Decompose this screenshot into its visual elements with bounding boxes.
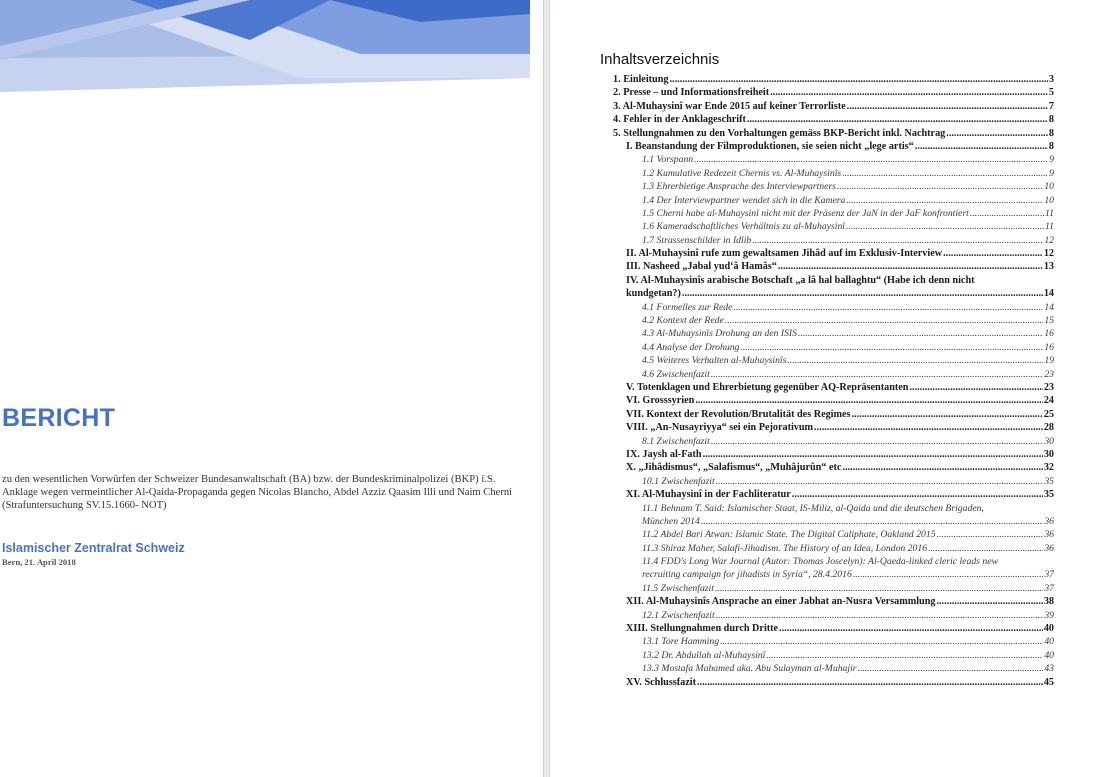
toc-entry: [550, 207, 1096, 220]
toc-entry: [550, 234, 1096, 247]
toc-leader-dots: [946, 127, 1048, 140]
toc-entry-link[interactable]: [626, 461, 1054, 474]
toc-entry-link[interactable]: [626, 622, 1054, 635]
toc-entry: [550, 381, 1096, 394]
toc-entry-link[interactable]: [642, 327, 1054, 340]
toc-entry-page: 8: [1048, 114, 1054, 126]
toc-entry: [550, 354, 1096, 367]
toc-entry-link[interactable]: [613, 73, 1054, 86]
toc-entry-text: München 2014: [642, 515, 700, 527]
toc-entry: [550, 408, 1096, 421]
toc-leader-dots: [725, 314, 1044, 327]
toc-entry: [550, 140, 1096, 153]
cover-page: [0, 0, 543, 777]
toc-entry-text: kundgetan?): [626, 288, 681, 300]
toc-entry-page: 39: [1044, 609, 1054, 621]
toc-entry-text: VII. Kontext der Revolution/Brutalität des Regimes: [626, 408, 851, 420]
toc-entry-text: 3. Al-Muhaysinî war Ende 2015 auf keiner Terrorliste: [613, 100, 846, 112]
toc-entry-page: 23: [1043, 381, 1054, 393]
toc-entry-page: 11: [1045, 207, 1054, 219]
toc-entry-text: IV. Al-Muhaysinîs arabische Botschaft „a lâ hal ballaghtu“ (Habe ich denn nicht: [626, 274, 975, 286]
toc-leader-dots: [842, 167, 1048, 180]
toc-entry-link[interactable]: [642, 314, 1054, 327]
toc-entry-text: 4.5 Weiteres Verhalten al-Muhaysinîs: [642, 355, 787, 367]
toc-entry-text: 1.6 Kameradschaftliches Verhältnis zu al-Muhaysinî: [642, 221, 845, 233]
toc-entry-link[interactable]: [642, 649, 1054, 662]
toc-entry-text: 1. Einleitung: [613, 74, 669, 85]
toc-entry: [550, 327, 1096, 340]
toc-entry-page: 23: [1044, 368, 1054, 380]
toc-leader-dots: [937, 528, 1044, 541]
toc-leader-dots: [740, 341, 1043, 354]
toc-entry-text: XII. Al-Muhaysinîs Ansprache an einer Jabhat an-Nusra Versammlung: [626, 596, 936, 608]
toc-entry-link[interactable]: [642, 542, 1054, 555]
toc-entry-page: 37: [1044, 582, 1054, 594]
toc-entry-text: 4.3 Al-Muhaysinîs Drohung an den ISIS: [642, 328, 797, 340]
toc-leader-dots: [846, 194, 1043, 207]
toc-entry: [550, 86, 1096, 99]
toc-entry: [550, 622, 1096, 635]
toc-list: [550, 73, 1096, 689]
toc-entry: [550, 73, 1096, 86]
toc-entry-link[interactable]: [642, 568, 1054, 581]
toc-leader-dots: [936, 595, 1042, 608]
report-date: Bern, 21. April 2018: [2, 557, 76, 567]
toc-entry-link[interactable]: [613, 113, 1054, 126]
toc-entry-link[interactable]: [642, 194, 1054, 207]
report-title: BERICHT: [2, 404, 116, 432]
toc-entry-page: 10: [1044, 194, 1054, 206]
toc-entry-page: 11: [1045, 221, 1054, 233]
toc-entry-link[interactable]: [626, 595, 1054, 608]
toc-leader-dots: [720, 635, 1043, 648]
toc-entry-link[interactable]: [642, 502, 1054, 515]
toc-entry-page: 40: [1044, 649, 1054, 661]
toc-entry-text: 1.4 Der Interviewpartner wendet sich in die Kamera: [642, 194, 846, 206]
toc-page: [550, 0, 1096, 777]
toc-entry-link[interactable]: [626, 140, 1054, 153]
toc-leader-dots: [858, 662, 1044, 675]
toc-entry: [550, 180, 1096, 193]
toc-entry-text: 5. Stellungnahmen zu den Vorhaltungen gemäss BKP-Bericht inkl. Nachtrag: [613, 127, 946, 139]
toc-entry-link[interactable]: [626, 274, 1054, 287]
toc-leader-dots: [837, 180, 1043, 193]
toc-entry-text: 4.1 Formelles zur Rede: [642, 301, 733, 313]
toc-entry-page: 16: [1044, 341, 1054, 353]
toc-entry-text: 4.2 Kontext der Rede: [642, 315, 724, 327]
toc-entry-link[interactable]: [613, 86, 1054, 99]
toc-leader-dots: [694, 153, 1048, 166]
toc-entry-text: 11.4 FDD's Long War Journal (Autor: Thomas Joscelyn): Al-Qaeda-linked cleric leads new: [642, 556, 998, 568]
toc-entry-text: 1.7 Strassenschilder in Idlib: [642, 234, 752, 246]
toc-entry-page: 25: [1043, 408, 1054, 420]
toc-entry-text: 4.4 Analyse der Drohung: [642, 341, 740, 353]
toc-leader-dots: [747, 113, 1048, 126]
toc-entry-page: 40: [1044, 636, 1054, 648]
toc-entry-link[interactable]: [626, 287, 1054, 300]
toc-entry: [550, 609, 1096, 622]
toc-entry-continuation: [550, 287, 1096, 300]
toc-entry: [550, 475, 1096, 488]
toc-entry: [550, 488, 1096, 501]
toc-entry-link[interactable]: [642, 368, 1054, 381]
toc-entry-link[interactable]: [626, 247, 1054, 260]
toc-entry-text: II. Al-Muhaysinî rufe zum gewaltsamen Jihâd auf im Exklusiv-Interview: [626, 248, 943, 260]
toc-entry: [550, 421, 1096, 434]
toc-entry-link[interactable]: [626, 676, 1054, 689]
toc-entry-link[interactable]: [642, 207, 1054, 220]
toc-entry-page: 8: [1048, 127, 1054, 139]
toc-entry: [550, 582, 1096, 595]
toc-leader-dots: [697, 676, 1043, 689]
toc-entry-text: 4.6 Zwischenfazit: [642, 368, 710, 380]
toc-entry: [550, 676, 1096, 689]
toc-entry-text: recruiting campaign for jihadists in Syria“, 28.4.2016: [642, 569, 852, 581]
toc-entry: [550, 247, 1096, 260]
toc-entry-continuation: [550, 568, 1096, 581]
toc-entry-link[interactable]: [642, 153, 1054, 166]
toc-leader-dots: [928, 542, 1043, 555]
toc-entry-link[interactable]: [642, 167, 1054, 180]
toc-entry: [550, 220, 1096, 233]
toc-leader-dots: [770, 86, 1048, 99]
toc-leader-dots: [766, 649, 1043, 662]
toc-entry-link[interactable]: [642, 234, 1054, 247]
toc-entry: [550, 635, 1096, 648]
toc-entry-page: 36: [1044, 515, 1054, 527]
toc-entry-text: 8.1 Zwischenfazit: [642, 435, 710, 447]
toc-entry-text: XV. Schlussfazit: [626, 676, 697, 688]
toc-entry-text: 2. Presse – und Informationsfreiheit: [613, 87, 770, 99]
toc-leader-dots: [814, 421, 1043, 434]
toc-leader-dots: [853, 568, 1044, 581]
report-subtitle: zu den wesentlichen Vorwürfen der Schweizer Bundesanwaltschaft (BA) bzw. der Bundeskriminalpolizei (BKP) i.S. Anklage wegen vermeintlicher Al-Qaida-Propaganda gegen Nicolas Blancho, Abdel Azziz Qaasim Illi und Naim Cherni (Strafuntersuchung SV.15.1660- NOT): [2, 474, 513, 512]
toc-entry-link[interactable]: [613, 100, 1054, 113]
page-gutter: [543, 0, 550, 777]
toc-entry: [550, 194, 1096, 207]
toc-entry: [550, 448, 1096, 461]
toc-entry-link[interactable]: [642, 555, 1054, 568]
toc-entry: [550, 461, 1096, 474]
toc-entry-link[interactable]: [642, 180, 1054, 193]
toc-entry-page: 36: [1044, 542, 1054, 554]
cover-banner-graphic: [0, 0, 530, 92]
toc-entry-text: 13.2 Dr. Abdullah al-Muhaysinî: [642, 649, 766, 661]
toc-entry-page: 9: [1049, 154, 1054, 166]
toc-entry-link[interactable]: [642, 515, 1054, 528]
toc-entry-text: XIII. Stellungnahmen durch Dritte: [626, 623, 779, 635]
toc-entry: [550, 394, 1096, 407]
toc-entry: [550, 314, 1096, 327]
toc-leader-dots: [846, 220, 1044, 233]
toc-entry: [550, 649, 1096, 662]
toc-entry-page: 9: [1049, 167, 1054, 179]
toc-leader-dots: [798, 327, 1043, 340]
toc-entry: [550, 502, 1096, 515]
toc-entry-text: XI. Al-Muhaysinî in der Fachliteratur: [626, 489, 791, 501]
toc-entry: [550, 528, 1096, 541]
toc-leader-dots: [909, 381, 1042, 394]
toc-entry-page: 10: [1044, 181, 1054, 193]
toc-entry-text: 1.5 Cherni habe al-Muhaysinî nicht mit der Präsenz der JaN in der JaF konfrontiert: [642, 207, 969, 219]
toc-leader-dots: [711, 435, 1043, 448]
toc-leader-dots: [915, 140, 1048, 153]
toc-entry-text: 1.3 Ehrerbietige Ansprache des Interviewpartners: [642, 181, 836, 193]
toc-leader-dots: [701, 515, 1043, 528]
toc-leader-dots: [792, 488, 1043, 501]
toc-entry-text: 12.1 Zwischenfazit: [642, 609, 715, 621]
toc-entry: [550, 555, 1096, 568]
toc-entry-text: 1.1 Vorspann: [642, 154, 694, 166]
toc-leader-dots: [711, 368, 1043, 381]
organization-name: Islamischer Zentralrat Schweiz: [2, 541, 185, 555]
toc-entry-link[interactable]: [626, 260, 1054, 273]
toc-entry-text: 11.3 Shiraz Maher, Salafi-Jihadism. The History of an Idea, London 2016: [642, 542, 928, 554]
toc-entry-page: 45: [1043, 676, 1054, 688]
toc-leader-dots: [778, 260, 1043, 273]
toc-leader-dots: [752, 234, 1043, 247]
toc-entry-link[interactable]: [642, 220, 1054, 233]
toc-leader-dots: [716, 609, 1044, 622]
toc-entry-link[interactable]: [642, 475, 1054, 488]
toc-entry-text: 10.1 Zwischenfazit: [642, 475, 715, 487]
toc-leader-dots: [703, 448, 1043, 461]
toc-entry-page: 43: [1044, 663, 1054, 675]
toc-entry-page: 15: [1044, 315, 1054, 327]
toc-entry-page: 38: [1043, 596, 1054, 608]
toc-heading: Inhaltsverzeichnis: [600, 51, 720, 68]
toc-entry-link[interactable]: [642, 341, 1054, 354]
toc-entry-page: 30: [1043, 448, 1054, 460]
toc-entry-link[interactable]: [626, 381, 1054, 394]
toc-leader-dots: [847, 100, 1048, 113]
toc-entry-link[interactable]: [642, 609, 1054, 622]
toc-entry: [550, 595, 1096, 608]
toc-entry-page: 14: [1043, 288, 1054, 300]
toc-leader-dots: [733, 301, 1043, 314]
toc-entry-page: 5: [1048, 87, 1054, 99]
toc-entry-text: 13.3 Mostafa Mahamed aka. Abu Sulayman al-Muhajir: [642, 663, 857, 675]
toc-entry: [550, 167, 1096, 180]
toc-entry-link[interactable]: [626, 408, 1054, 421]
toc-entry-page: 40: [1043, 623, 1054, 635]
toc-entry-page: 16: [1044, 328, 1054, 340]
toc-entry: [550, 100, 1096, 113]
toc-entry-page: 8: [1048, 140, 1054, 152]
toc-entry: [550, 260, 1096, 273]
toc-leader-dots: [669, 73, 1047, 86]
toc-entry-link[interactable]: [626, 448, 1054, 461]
toc-entry-text: 11.5 Zwischenfazit: [642, 582, 714, 594]
toc-leader-dots: [716, 475, 1044, 488]
toc-entry-link[interactable]: [626, 421, 1054, 434]
toc-entry-page: 12: [1043, 248, 1054, 260]
toc-entry-link[interactable]: [642, 635, 1054, 648]
toc-entry-page: 30: [1044, 435, 1054, 447]
toc-entry-link[interactable]: [642, 528, 1054, 541]
toc-leader-dots: [970, 207, 1044, 220]
toc-entry-page: 28: [1043, 422, 1054, 434]
toc-entry: [550, 435, 1096, 448]
toc-entry-page: 36: [1044, 529, 1054, 541]
toc-entry: [550, 274, 1096, 287]
toc-entry-page: 14: [1044, 301, 1054, 313]
toc-entry-text: VI. Grosssyrien: [626, 395, 695, 407]
toc-entry-text: 13.1 Tore Hamming: [642, 636, 720, 648]
toc-entry-text: 11.2 Abdel Bari Atwan: Islamic State. The Digital Caliphate, Oakland 2015: [642, 529, 936, 541]
toc-entry-page: 37: [1044, 569, 1054, 581]
toc-entry: [550, 301, 1096, 314]
toc-entry-page: 13: [1043, 261, 1054, 273]
toc-leader-dots: [787, 354, 1043, 367]
toc-entry-link[interactable]: [642, 582, 1054, 595]
toc-leader-dots: [842, 461, 1042, 474]
toc-entry-link[interactable]: [613, 127, 1054, 140]
toc-entry-page: 19: [1044, 355, 1054, 367]
toc-entry-continuation: [550, 515, 1096, 528]
toc-entry-text: V. Totenklagen und Ehrerbietung gegenüber AQ-Repräsentanten: [626, 381, 909, 393]
toc-entry-text: 4. Fehler in der Anklageschrift: [613, 114, 746, 126]
toc-leader-dots: [943, 247, 1043, 260]
toc-entry-link[interactable]: [642, 301, 1054, 314]
toc-entry-link[interactable]: [626, 394, 1054, 407]
toc-entry-link[interactable]: [626, 488, 1054, 501]
toc-entry-link[interactable]: [642, 662, 1054, 675]
toc-entry-text: VIII. „An-Nusayriyya“ sei ein Pejorativum: [626, 422, 814, 434]
toc-entry: [550, 153, 1096, 166]
toc-leader-dots: [715, 582, 1043, 595]
toc-entry-page: 32: [1043, 462, 1054, 474]
toc-leader-dots: [682, 287, 1043, 300]
toc-entry-link[interactable]: [642, 435, 1054, 448]
toc-entry-page: 24: [1043, 395, 1054, 407]
toc-entry: [550, 127, 1096, 140]
toc-entry-text: 1.2 Kumulative Redezeit Chernis vs. Al-Muhaysinîs: [642, 167, 842, 179]
toc-entry-page: 35: [1044, 475, 1054, 487]
toc-entry-page: 3: [1048, 74, 1054, 85]
toc-leader-dots: [852, 408, 1043, 421]
toc-entry-text: III. Nasheed „Jabal yud‘â Hamâs“: [626, 261, 777, 273]
toc-entry-text: IX. Jaysh al-Fath: [626, 448, 702, 460]
toc-entry-text: X. „Jihâdismus“, „Salafismus“, „Muhâjurûn“ etc: [626, 462, 842, 474]
toc-entry: [550, 542, 1096, 555]
toc-entry-page: 12: [1044, 234, 1054, 246]
toc-entry-page: 7: [1048, 100, 1054, 112]
toc-entry-link[interactable]: [642, 354, 1054, 367]
toc-entry: [550, 113, 1096, 126]
toc-entry: [550, 662, 1096, 675]
toc-leader-dots: [695, 394, 1043, 407]
toc-entry-page: 35: [1043, 489, 1054, 501]
toc-entry: [550, 368, 1096, 381]
toc-leader-dots: [779, 622, 1043, 635]
toc-entry-text: 11.1 Behnam T. Said: Islamischer Staat, IS-Miliz, al-Qaida und die deutschen Brigaden,: [642, 502, 984, 514]
toc-entry-text: I. Beanstandung der Filmproduktionen, sie seien nicht „lege artis“: [626, 140, 914, 152]
toc-entry: [550, 341, 1096, 354]
